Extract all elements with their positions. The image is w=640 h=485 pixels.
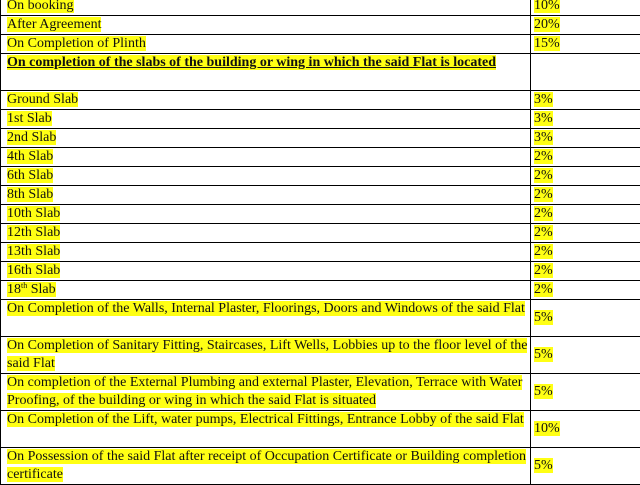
stage-cell (1, 243, 531, 262)
amount-value: 5% (534, 384, 553, 399)
stage-number: 18 (7, 282, 21, 297)
stage-cell (1, 281, 531, 300)
stage-label: On Completion of Plinth (7, 36, 146, 51)
stage-label: Ground Slab (7, 92, 78, 107)
table-row (1, 0, 640, 16)
stage-cell (1, 262, 531, 281)
stage-label (7, 282, 56, 297)
amount-cell (531, 374, 640, 411)
stage-label: 10th Slab (7, 206, 60, 221)
stage-cell (1, 110, 531, 129)
amount-cell (531, 91, 640, 110)
section-heading: On completion of the slabs of the building or wing in which the said Flat is located (7, 55, 496, 70)
amount-cell (531, 54, 640, 91)
stage-label: 4th Slab (7, 149, 53, 164)
stage-cell (1, 129, 531, 148)
amount-cell (531, 129, 640, 148)
stage-cell (1, 16, 531, 35)
amount-cell (531, 148, 640, 167)
stage-cell (1, 205, 531, 224)
amount-value: 5% (534, 310, 553, 325)
table-row (1, 167, 640, 186)
amount-value: 20% (534, 17, 560, 32)
table-row (1, 337, 640, 374)
stage-label: 1st Slab (7, 111, 52, 126)
table-row (1, 281, 640, 300)
stage-cell (1, 148, 531, 167)
stage-label: On booking (7, 0, 74, 13)
stage-rest: Slab (31, 282, 56, 297)
stage-cell (1, 35, 531, 54)
table-row (1, 224, 640, 243)
amount-value: 10% (534, 421, 560, 436)
amount-value: 2% (534, 149, 553, 164)
stage-label: 13th Slab (7, 244, 60, 259)
stage-cell (1, 411, 531, 448)
stage-cell (1, 374, 531, 411)
stage-label: 8th Slab (7, 187, 53, 202)
amount-value: 3% (534, 92, 553, 107)
stage-cell (1, 300, 531, 337)
amount-value: 2% (534, 244, 553, 259)
table-row (1, 243, 640, 262)
stage-label: On Completion of Sanitary Fitting, Staircases, Lift Wells, Lobbies up to the floor level of the said Flat (7, 338, 527, 371)
table-row (1, 16, 640, 35)
amount-value: 3% (534, 130, 553, 145)
stage-label: 16th Slab (7, 263, 60, 278)
stage-cell (1, 0, 531, 16)
table-row (1, 205, 640, 224)
amount-cell (531, 224, 640, 243)
stage-cell (1, 224, 531, 243)
stage-label: On Completion of the Walls, Internal Plaster, Floorings, Doors and Windows of the said Flat (7, 301, 525, 316)
stage-cell (1, 54, 531, 91)
amount-cell (531, 262, 640, 281)
amount-cell (531, 411, 640, 448)
stage-cell (1, 91, 531, 110)
table-row-section-heading (1, 54, 640, 91)
table-row (1, 374, 640, 411)
amount-value: 5% (534, 347, 553, 362)
stage-label: On Possession of the said Flat after receipt of Occupation Certificate or Building completion certificate (7, 449, 526, 482)
amount-value: 2% (534, 187, 553, 202)
stage-ordinal-suffix: th (21, 281, 27, 290)
amount-value: 2% (534, 225, 553, 240)
stage-label: After Agreement (7, 17, 101, 32)
amount-cell (531, 243, 640, 262)
stage-label: 6th Slab (7, 168, 53, 183)
amount-cell (531, 205, 640, 224)
stage-label: 12th Slab (7, 225, 60, 240)
stage-label: On Completion of the Lift, water pumps, Electrical Fittings, Entrance Lobby of the said Flat (7, 412, 524, 427)
amount-cell (531, 337, 640, 374)
table-row (1, 186, 640, 205)
amount-value: 2% (534, 206, 553, 221)
stage-cell (1, 337, 531, 374)
amount-cell (531, 186, 640, 205)
amount-cell (531, 0, 640, 16)
amount-value: 10% (534, 0, 560, 13)
table-row (1, 35, 640, 54)
amount-value: 2% (534, 282, 553, 297)
stage-cell (1, 186, 531, 205)
amount-cell (531, 281, 640, 300)
stage-cell (1, 167, 531, 186)
amount-value: 2% (534, 263, 553, 278)
table-row (1, 148, 640, 167)
stage-label: On completion of the External Plumbing and external Plaster, Elevation, Terrace with Water Proofing, of the building or wing in which the said Flat is situated (7, 375, 522, 408)
amount-cell (531, 16, 640, 35)
stage-label: 2nd Slab (7, 130, 56, 145)
amount-value: 2% (534, 168, 553, 183)
amount-value: 15% (534, 36, 560, 51)
amount-value: 5% (534, 458, 553, 473)
amount-cell (531, 167, 640, 186)
table-row (1, 411, 640, 448)
amount-value: 3% (534, 111, 553, 126)
table-row (1, 110, 640, 129)
amount-cell (531, 110, 640, 129)
table-row (1, 91, 640, 110)
table-row (1, 300, 640, 337)
table-row (1, 129, 640, 148)
table-row (1, 262, 640, 281)
amount-cell (531, 35, 640, 54)
amount-cell (531, 300, 640, 337)
